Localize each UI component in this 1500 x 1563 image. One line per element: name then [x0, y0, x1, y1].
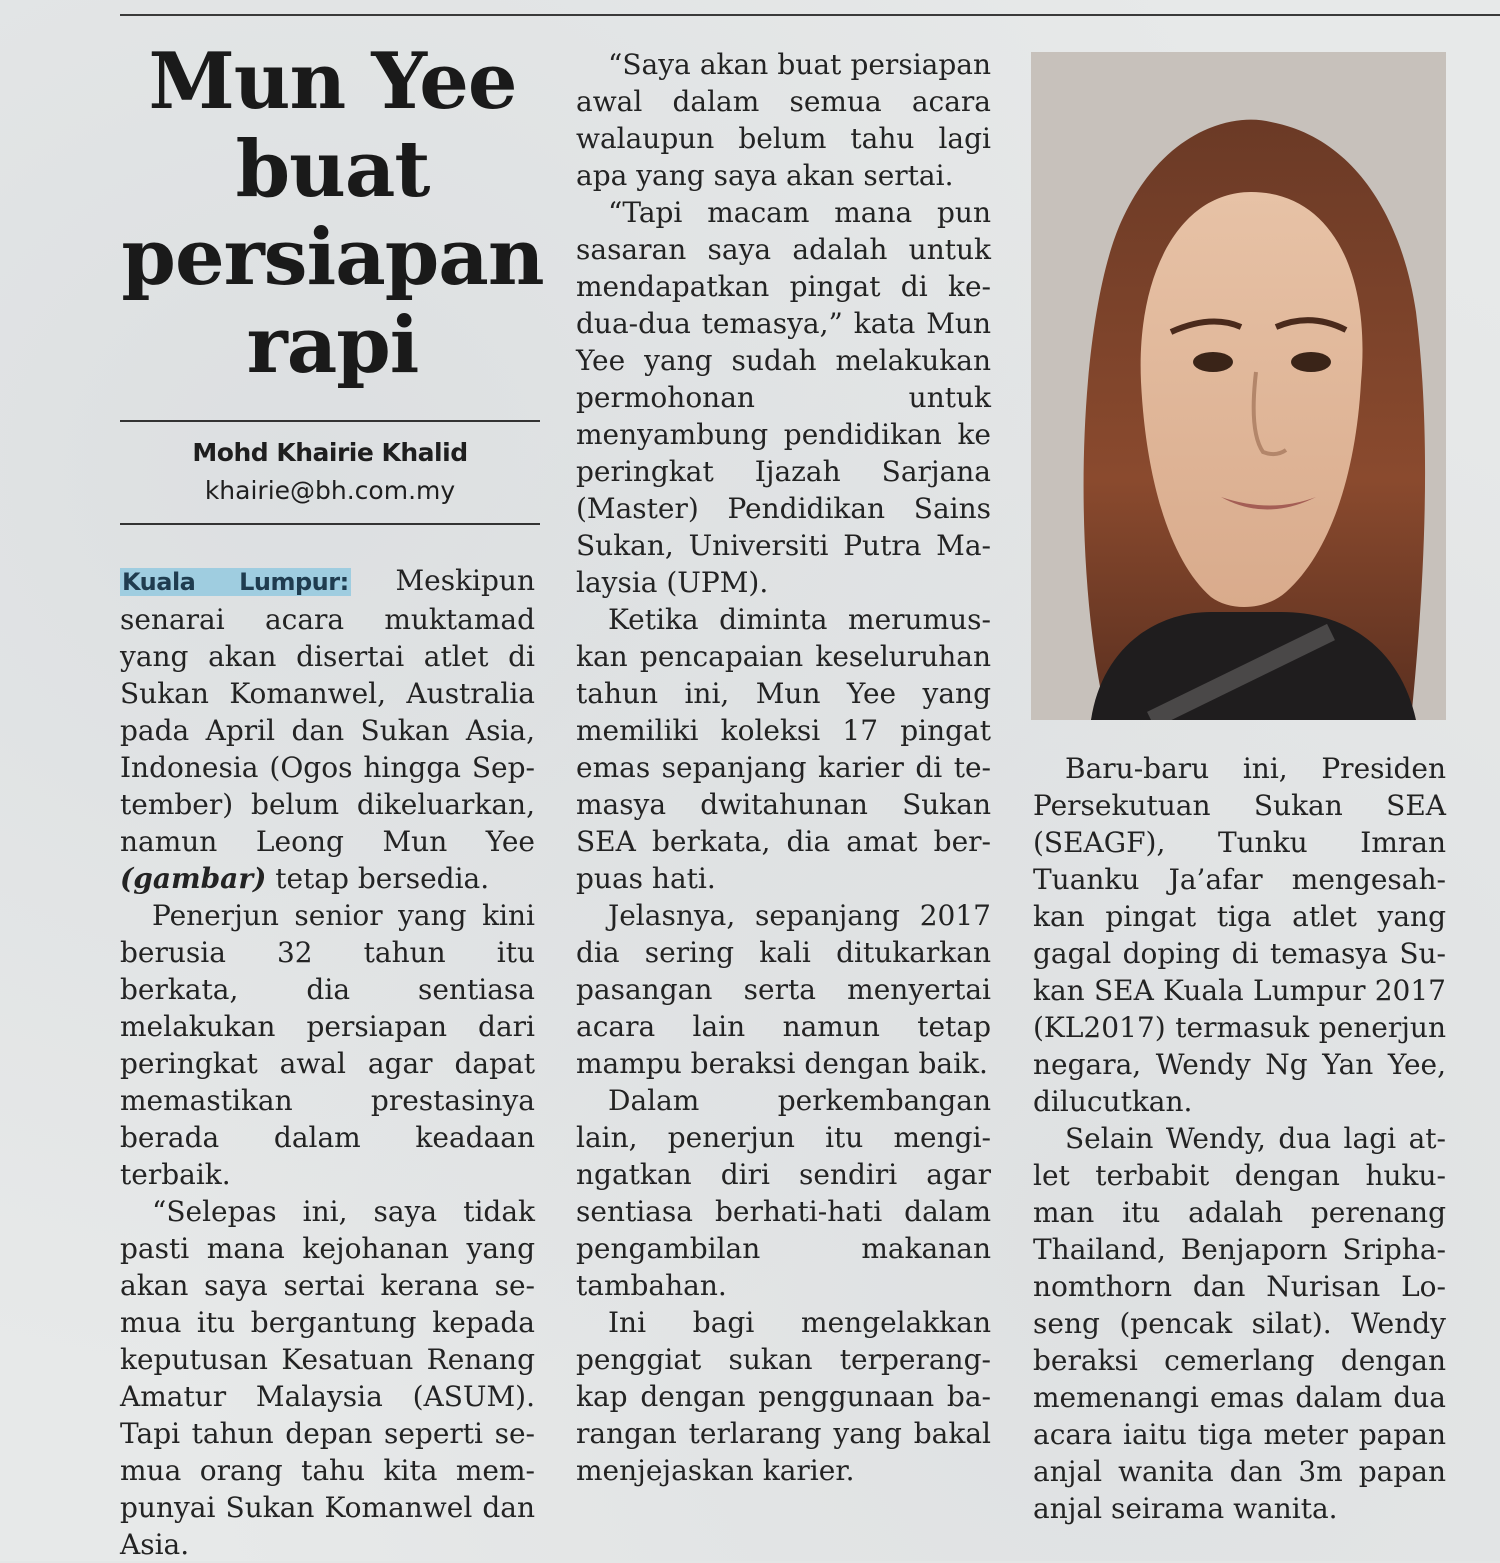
paragraph: “Saya akan buat persiapan awal dalam semua acara walaupun belum tahu lagi apa yang saya akan sertai. [576, 48, 991, 192]
author-name: Mohd Khairie Khalid [192, 438, 468, 467]
byline-bottom-rule [120, 523, 540, 525]
paragraph: Jelasnya, sepanjang 2017 dia sering kali ditukarkan pasangan serta menyertai acara lain namun tetap mampu beraksi dengan baik. [576, 899, 991, 1080]
paragraph: Selain Wendy, dua lagi atlet terbabit dengan hukuman itu adalah perenang Thailand, Benjaporn Sriphanomthorn dan Nurisan Loseng (pencak silat). Wendy beraksi cemerlang dengan memenangi emas dalam dua acara iaitu tiga meter papan anjal wanita dan 3m papan anjal seirama wanita. [1033, 1122, 1446, 1525]
portrait-photo [1031, 52, 1446, 720]
paragraph [120, 562, 535, 897]
paragraph: Dalam perkembangan lain, penerjun itu mengingatkan diri sendiri agar sentiasa berhati-hati dalam pengambilan makanan tambahan. [576, 1084, 991, 1302]
headline: Mun Yee buat persiapan rapi [121, 36, 544, 391]
paragraph: Penerjun senior yang kini berusia 32 tahun itu berkata, dia sentiasa melakukan persiapan dari peringkat awal agar dapat memastikan prestasinya berada dalam keadaan terbaik. [120, 899, 535, 1191]
paragraph: “Tapi macam mana pun sasaran saya adalah untuk mendapatkan pingat di kedua-dua temasya,” kata Mun Yee yang sudah melakukan permohonan untuk menyambung pendidikan ke peringkat Ijazah Sarjana (Master) Pendidikan Sains Sukan, Universiti Putra Malaysia (UPM). [576, 196, 991, 599]
photo-reference: (gambar) [120, 862, 267, 895]
byline-top-rule [120, 420, 540, 422]
paragraph: Ini bagi mengelakkan penggiat sukan terperangkap dengan penggunaan barangan terlarang yang bakal menjejaskan karier. [576, 1306, 991, 1487]
paragraph: “Selepas ini, saya tidak pasti mana kejohanan yang akan saya sertai kerana semua itu bergantung kepada keputusan Kesatuan Renang Amatur Malaysia (ASUM). Tapi tahun depan seperti semua orang tahu kita mempunyai Sukan Komanwel dan Asia. [120, 1195, 535, 1561]
dateline: Kuala Lumpur: [122, 568, 349, 596]
author-email: khairie@bh.com.my [204, 476, 456, 505]
byline [120, 434, 540, 510]
paragraph-text: Meskipun senarai acara muktamad yang akan disertai atlet di Sukan Komanwel, Australia pada April dan Sukan Asia, Indonesia (Ogos hingga September) belum dikeluarkan, namun Leong Mun Yee [120, 564, 535, 858]
paragraph: Ketika diminta merumuskan pencapaian keseluruhan tahun ini, Mun Yee yang memiliki koleksi 17 pingat emas sepanjang karier di temasya dwitahunan Sukan SEA berkata, dia amat berpuas hati. [576, 603, 991, 895]
paragraph-text: tetap bersedia. [266, 862, 490, 895]
article-column-2 [576, 46, 991, 1489]
top-rule [120, 14, 1500, 16]
portrait-illustration [1031, 52, 1446, 720]
paragraph: Baru-baru ini, Presiden Persekutuan Sukan SEA (SEAGF), Tunku Imran Tuanku Ja’afar mengesahkan pingat tiga atlet yang gagal doping di temasya Sukan SEA Kuala Lumpur 2017 (KL2017) termasuk penerjun negara, Wendy Ng Yan Yee, dilucutkan. [1033, 752, 1446, 1118]
article-column-1 [120, 562, 535, 1563]
article-column-3 [1033, 750, 1446, 1527]
